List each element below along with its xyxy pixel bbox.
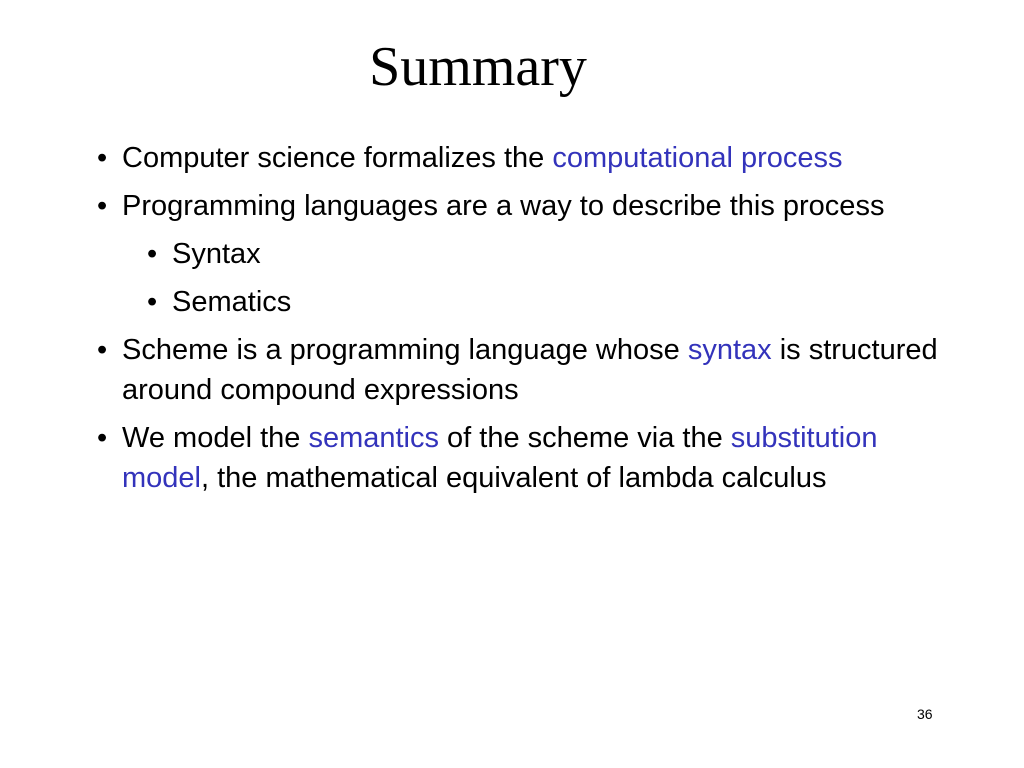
bullet-text: , the mathematical equivalent of lambda calculus bbox=[201, 462, 827, 494]
bullet-text: We model the bbox=[122, 422, 309, 454]
bullet-text: is structured around compound expressions bbox=[122, 334, 938, 406]
highlight-term: semantics bbox=[308, 422, 439, 454]
bullet-list bbox=[97, 138, 967, 506]
bullet-item-1 bbox=[97, 138, 967, 178]
bullet-marker: • bbox=[147, 238, 158, 270]
bullet-text: Programming languages are a way to describe this process bbox=[122, 190, 885, 222]
bullet-marker: • bbox=[97, 422, 108, 454]
bullet-item-3 bbox=[97, 330, 967, 410]
bullet-marker: • bbox=[97, 190, 108, 222]
bullet-text: Scheme is a programming language whose bbox=[122, 334, 688, 366]
sub-bullet-item-2 bbox=[147, 282, 967, 322]
bullet-text: of the scheme via the bbox=[439, 422, 731, 454]
bullet-marker: • bbox=[147, 286, 158, 318]
bullet-text: Computer science formalizes the bbox=[122, 142, 553, 174]
sub-bullet-text: Sematics bbox=[172, 286, 292, 318]
sub-bullet-text: Syntax bbox=[172, 238, 261, 270]
bullet-item-2 bbox=[97, 186, 967, 226]
bullet-marker: • bbox=[97, 334, 108, 366]
highlight-term: syntax bbox=[687, 334, 772, 366]
bullet-marker: • bbox=[97, 142, 108, 174]
highlight-term: computational process bbox=[552, 142, 843, 174]
highlight-term: substitution model bbox=[122, 422, 878, 494]
page-number: 36 bbox=[917, 706, 933, 722]
sub-bullet-item-1 bbox=[147, 234, 967, 274]
bullet-item-4 bbox=[97, 418, 967, 498]
slide-title: Summary bbox=[369, 36, 587, 98]
